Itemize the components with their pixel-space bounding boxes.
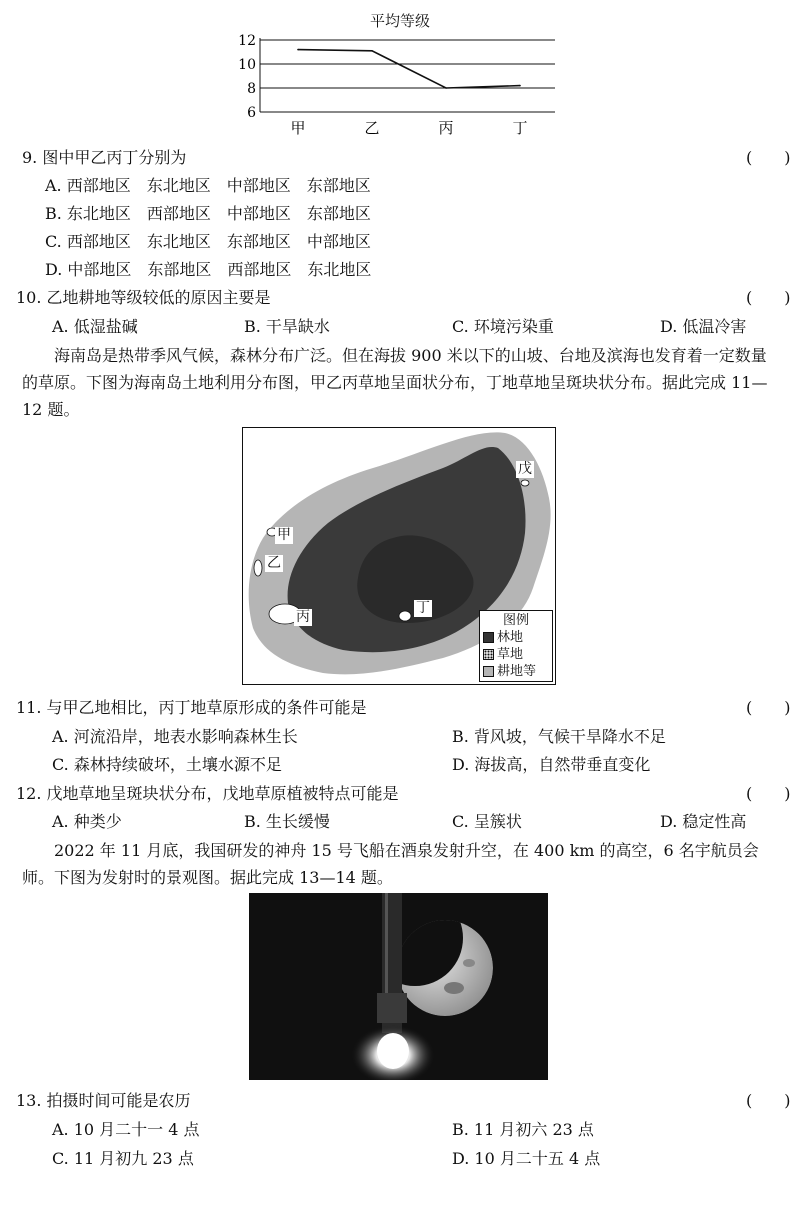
option-a: A. 种类少 <box>52 812 122 831</box>
x-tick-label: 乙 <box>364 119 380 137</box>
x-tick-label: 丁 <box>512 119 528 137</box>
data-point <box>519 85 521 87</box>
question-12 <box>16 781 791 804</box>
y-tick-label: 8 <box>247 81 256 97</box>
y-tick-label: 6 <box>247 105 256 121</box>
answer-paren: ( ) <box>746 1091 791 1110</box>
option-c: C. 11 月初九 23 点 <box>52 1149 194 1168</box>
grassland-swatch-icon <box>483 649 494 660</box>
x-tick-label: 甲 <box>290 119 306 137</box>
launch-photo <box>249 893 548 1080</box>
question-stem: 11. 与甲乙地相比，丙丁地草原形成的条件可能是 <box>16 698 367 717</box>
question-13 <box>16 1088 791 1111</box>
legend-item-forest: 林地 <box>483 629 549 646</box>
option-b: B. 11 月初六 23 点 <box>452 1120 594 1139</box>
label-jia: 甲 <box>277 527 291 543</box>
option-a: A. 低湿盐碱 <box>52 317 138 336</box>
legend-item-farmland: 耕地等 <box>483 663 549 680</box>
legend-item-grassland: 草地 <box>483 646 549 663</box>
answer-paren: ( ) <box>746 288 791 307</box>
question-stem: 10. 乙地耕地等级较低的原因主要是 <box>16 288 271 307</box>
answer-paren: ( ) <box>746 784 791 803</box>
farmland-swatch-icon <box>483 666 494 677</box>
option-d: D. 海拔高，自然带垂直变化 <box>452 755 651 774</box>
answer-paren: ( ) <box>746 698 791 717</box>
question-stem: 9. 图中甲乙丙丁分别为 <box>22 148 187 167</box>
option-d: D. 稳定性高 <box>660 812 747 831</box>
option-c: C. 呈簇状 <box>452 812 522 831</box>
question-stem: 13. 拍摄时间可能是农历 <box>16 1091 191 1110</box>
average-grade-chart <box>230 28 570 138</box>
option-a: A. 河流沿岸，地表水影响森林生长 <box>52 727 298 746</box>
series-line <box>298 50 520 88</box>
passage-hainan: 海南岛是热带季风气候，森林分布广泛。但在海拔 900 米以下的山坡、台地及滨海也发育着一定数量的草原。下图为海南岛土地利用分布图，甲乙丙草地呈面状分布，丁地草地呈斑块状分布。据此完成 11—12 题。 <box>22 346 768 419</box>
y-tick-label: 12 <box>238 33 256 49</box>
option-b: B. 背风坡，气候干旱降水不足 <box>452 727 666 746</box>
y-tick-label: 10 <box>238 57 256 73</box>
passage-shenzhou: 2022 年 11 月底，我国研发的神舟 15 号飞船在酒泉发射升空，在 400 km 的高空，6 名宇航员会师。下图为发射时的景观图。据此完成 13—14 题。 <box>22 841 759 887</box>
question-10 <box>16 285 791 308</box>
answer-paren: ( ) <box>746 148 791 167</box>
data-point <box>371 50 373 52</box>
legend-title: 图例 <box>502 613 529 628</box>
option-c: C. 西部地区 东北地区 东部地区 中部地区 <box>45 232 371 251</box>
data-point <box>297 49 299 51</box>
option-d: D. 中部地区 东部地区 西部地区 东北地区 <box>45 260 372 279</box>
label-wu: 戊 <box>518 461 532 477</box>
question-11 <box>16 695 791 718</box>
chart-title: 平均等级 <box>369 12 430 30</box>
label-yi: 乙 <box>267 555 281 571</box>
option-d: D. 低温冷害 <box>660 317 747 336</box>
option-b: B. 生长缓慢 <box>244 812 330 831</box>
option-d: D. 10 月二十五 4 点 <box>452 1149 601 1168</box>
label-ding: 丁 <box>416 600 430 616</box>
option-c: C. 环境污染重 <box>452 317 554 336</box>
option-a: A. 10 月二十一 4 点 <box>52 1120 200 1139</box>
option-b: B. 干旱缺水 <box>244 317 330 336</box>
map-legend <box>479 610 553 682</box>
option-b: B. 东北地区 西部地区 中部地区 东部地区 <box>45 204 371 223</box>
x-tick-label: 丙 <box>438 119 454 137</box>
option-a: A. 西部地区 东北地区 中部地区 东部地区 <box>45 176 371 195</box>
data-point <box>445 87 447 89</box>
question-9 <box>22 145 791 168</box>
question-stem: 12. 戊地草地呈斑块状分布，戊地草原植被特点可能是 <box>16 784 399 803</box>
label-bing: 丙 <box>296 609 310 625</box>
hainan-land-use-map <box>242 427 556 685</box>
moon-and-rocket-image <box>249 893 548 1080</box>
option-c: C. 森林持续破坏，土壤水源不足 <box>52 755 282 774</box>
forest-swatch-icon <box>483 632 494 643</box>
